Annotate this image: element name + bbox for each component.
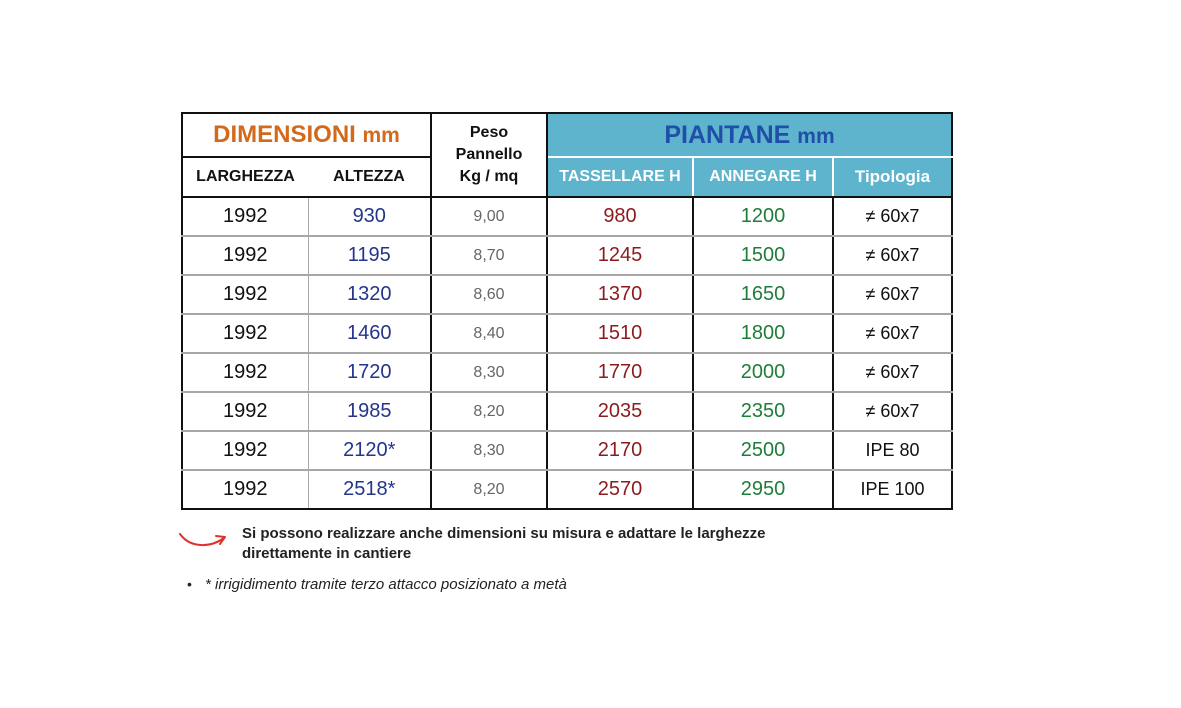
col-header-tipologia: Tipologia [833, 157, 952, 197]
dimensioni-label: DIMENSIONI [213, 121, 356, 148]
cell-larghezza: 1992 [182, 392, 308, 431]
cell-larghezza: 1992 [182, 236, 308, 275]
cell-annegare: 2000 [693, 353, 833, 392]
cell-larghezza: 1992 [182, 197, 308, 236]
cell-altezza: 1460 [308, 314, 431, 353]
col-header-annegare: ANNEGARE H [693, 157, 833, 197]
dimensioni-title [182, 113, 431, 157]
cell-altezza: 930 [308, 197, 431, 236]
cell-tipologia: ≠ 60x7 [833, 314, 952, 353]
footnote: * irrigidimento tramite terzo attacco posizionato a metà [205, 576, 567, 593]
cell-peso: 8,30 [431, 353, 547, 392]
col-header-altezza: ALTEZZA [308, 157, 431, 197]
cell-altezza: 2518* [308, 470, 431, 509]
bullet-dot: • [187, 576, 192, 592]
cell-tipologia: ≠ 60x7 [833, 275, 952, 314]
cell-tipologia: ≠ 60x7 [833, 392, 952, 431]
piantane-label: PIANTANE [664, 120, 791, 149]
peso-header [431, 113, 547, 197]
cell-peso: 8,20 [431, 470, 547, 509]
peso-line3: Kg / mq [459, 168, 519, 185]
table-row [182, 392, 952, 431]
cell-tassellare: 1510 [547, 314, 693, 353]
cell-altezza: 1195 [308, 236, 431, 275]
cell-annegare: 1500 [693, 236, 833, 275]
cell-larghezza: 1992 [182, 275, 308, 314]
table-row [182, 275, 952, 314]
cell-tipologia: ≠ 60x7 [833, 236, 952, 275]
cell-larghezza: 1992 [182, 431, 308, 470]
cell-tassellare: 1245 [547, 236, 693, 275]
cell-peso: 8,60 [431, 275, 547, 314]
piantane-title [547, 113, 952, 157]
cell-annegare: 1800 [693, 314, 833, 353]
table-row [182, 236, 952, 275]
table-row [182, 314, 952, 353]
cell-tassellare: 1370 [547, 275, 693, 314]
cell-peso: 8,20 [431, 392, 547, 431]
peso-line2: Pannello [455, 146, 523, 163]
cell-tassellare: 2570 [597, 478, 643, 500]
curved-red-arrow-icon [178, 528, 230, 550]
cell-annegare: 2950 [693, 470, 833, 509]
cell-annegare: 1200 [693, 197, 833, 236]
cell-peso: 8,40 [431, 314, 547, 353]
peso-line1: Peso [469, 124, 509, 141]
cell-annegare: 2350 [693, 392, 833, 431]
cell-altezza: 2120* [308, 431, 431, 470]
table-row [182, 470, 952, 509]
cell-altezza: 1720 [308, 353, 431, 392]
piantane-unit: mm [797, 124, 835, 148]
table-row [182, 431, 952, 470]
col-header-tassellare: TASSELLARE H [547, 157, 693, 197]
dimensioni-unit: mm [362, 124, 400, 147]
cell-peso: 9,00 [431, 197, 547, 236]
cell-larghezza: 1992 [223, 478, 268, 500]
cell-annegare: 2500 [693, 431, 833, 470]
cell-larghezza: 1992 [182, 353, 308, 392]
cell-annegare: 1650 [693, 275, 833, 314]
cell-altezza: 1985 [308, 392, 431, 431]
cell-tipologia: ≠ 60x7 [833, 353, 952, 392]
cell-peso: 8,70 [431, 236, 547, 275]
table-row [182, 197, 952, 236]
cell-tassellare: 2035 [547, 392, 693, 431]
cell-tassellare: 980 [547, 197, 693, 236]
cell-tipologia: ≠ 60x7 [833, 197, 952, 236]
col-header-larghezza: LARGHEZZA [182, 157, 308, 197]
table-row [182, 353, 952, 392]
cell-tassellare: 1770 [547, 353, 693, 392]
cell-altezza: 1320 [308, 275, 431, 314]
custom-size-note: Si possono realizzare anche dimensioni su misura e adattare le larghezze direttamente in cantiere [242, 525, 766, 562]
cell-tassellare: 2170 [547, 431, 693, 470]
cell-larghezza: 1992 [182, 314, 308, 353]
cell-tipologia: IPE 100 [833, 470, 952, 509]
dimensions-table [181, 112, 953, 510]
cell-tipologia: IPE 80 [833, 431, 952, 470]
cell-peso: 8,30 [431, 431, 547, 470]
